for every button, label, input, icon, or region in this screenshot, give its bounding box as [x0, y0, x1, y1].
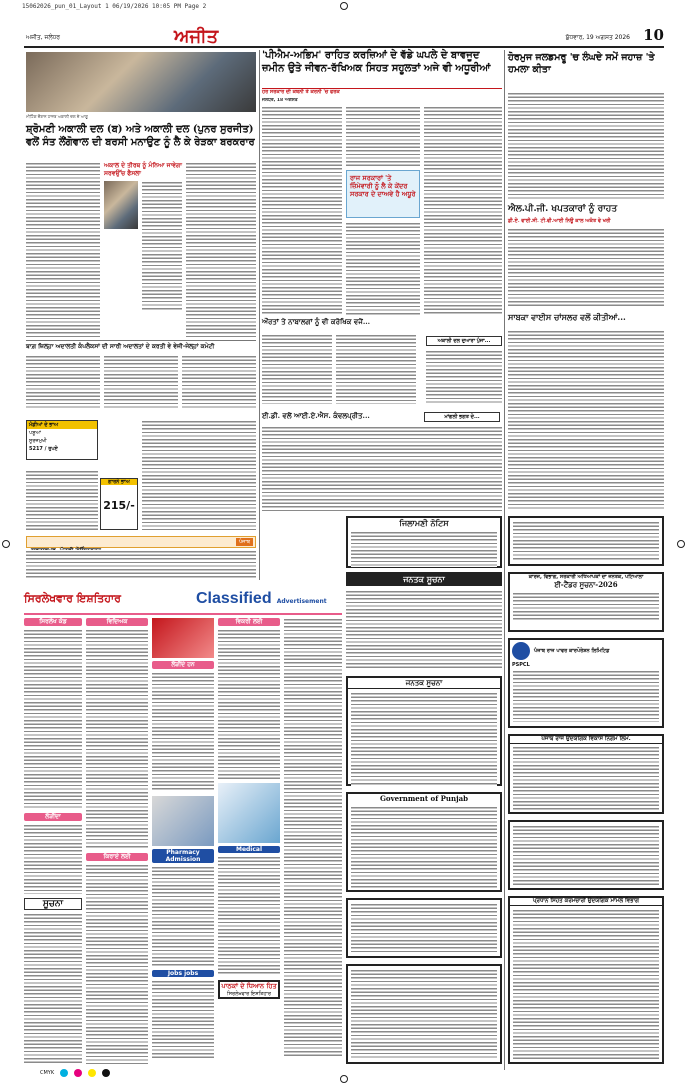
- classified-body: [284, 618, 342, 1058]
- headline-vice-chancellor: ਸਾਬਕਾ ਵਾਈਸ ਚਾਂਸਲਰ ਵਲੋਂ ਕੀਤੀਆਂ...: [508, 312, 626, 322]
- classified-body: [24, 824, 82, 894]
- notice-body: [513, 746, 659, 810]
- magenta-swatch-icon: [74, 1069, 82, 1077]
- color-bar: [40, 1068, 646, 1078]
- pull-quote-box: [346, 170, 420, 218]
- pspcl-logo-text: PSPCL: [512, 662, 530, 668]
- classified-body: [152, 980, 214, 1060]
- classified-category: ਲੋੜੀਂਦਾ: [24, 813, 82, 821]
- portrait-photo: [104, 181, 138, 229]
- yellow-swatch-icon: [88, 1069, 96, 1077]
- story-box-title: ਮਾਂਗਲੀ ਭਗਤ ਦੇ...: [444, 414, 480, 420]
- rate-value: 215/-: [103, 499, 135, 512]
- classified-english-title: Classified: [196, 590, 272, 607]
- inset-title: ਅਕਾਲ ਦੇ ਤੀਰਥ ਨੂੰ ਮੰਨਿਆ ਜਾਵੇਗਾ ਸਰਵਉੱਚ ਫੈਸਲਾ: [104, 162, 182, 177]
- article-body: [346, 222, 420, 316]
- notice-banner: [346, 572, 502, 586]
- article-body: [262, 334, 332, 404]
- classified-category: ਵਿਦਿਅਕ: [86, 618, 148, 626]
- newspaper-logo: ਅਜੀਤ: [174, 26, 219, 47]
- reader-notice-box: [218, 980, 280, 999]
- classified-column: [86, 618, 148, 1064]
- column-rule: [504, 50, 505, 1070]
- gov-notice-title: Government of Punjab: [379, 794, 469, 803]
- classified-body: [218, 629, 280, 779]
- gov-notice-box: [346, 792, 502, 892]
- classified-category: ਵਿਕਰੀ ਲਈ: [218, 618, 280, 626]
- story-box: [426, 336, 502, 346]
- registration-mark-icon: [340, 2, 348, 10]
- notice-body: [513, 592, 659, 622]
- tender-sub: ਈ-ਟੈਂਡਰ ਸੂਚਨਾ-2026: [554, 580, 618, 589]
- reader-notice-title: ਪਾਠਕਾਂ ਦੇ ਧਿਆਨ ਹਿਤ: [221, 982, 277, 990]
- classified-english-header: [196, 588, 342, 612]
- notice-body: [513, 909, 659, 1059]
- article-body: [26, 355, 100, 410]
- registration-mark-icon: [2, 540, 10, 548]
- mandi-sub: ਪਸ਼ੂਆਂ: [29, 430, 42, 436]
- classified-english-sub: Advertisement: [276, 598, 327, 605]
- mandi-label: ਮੰਡੀਆਂ ਦੇ ਭਾਅ: [27, 421, 97, 429]
- headline-akali-dal: ਸ਼੍ਰੋਮਣੀ ਅਕਾਲੀ ਦਲ (ਬ) ਅਤੇ ਅਕਾਲੀ ਦਲ (ਪੁਨਰ ਸੁਰਜੀਤ) ਵਲੋਂ ਸੰਤ ਲੌਂਗੋਵਾਲ ਦੀ ਬਰਸੀ ਮਨਾਉਣ ਨੂੰ ਲੈ ਕੇ ਰੇੜਕਾ ਬਰਕਰਾਰ: [26, 124, 255, 148]
- masthead-left: ਅਜੀਤ, ਜਲੰਧਰ: [26, 34, 61, 41]
- megaphone-icon: [152, 618, 214, 658]
- notice-box: [508, 516, 664, 566]
- region-band: [26, 536, 256, 548]
- classified-column: [218, 618, 280, 1064]
- notice-body: [351, 692, 497, 786]
- article-body: [508, 330, 664, 510]
- article-body: [186, 162, 256, 337]
- news-photo: [26, 52, 256, 112]
- notice-body: [351, 531, 497, 567]
- medical-label: Medical: [218, 846, 280, 853]
- article-body: [508, 92, 664, 200]
- rate-label: ਗਾਰਨੇ ਭਾਅ: [101, 479, 137, 485]
- classified-body: [152, 866, 214, 966]
- region-band-tag: ਪੰਜਾਬ: [236, 538, 253, 546]
- headline-courts: ਬਾਗ਼ ਜ਼ਿਲ੍ਹਾ ਅਦਾਲਤੀ ਕੰਪਲੈਕਸਾਂ ਦੀ ਸਾਰੀ ਅਦਾਲਤਾਂ ਦੇ ਕਰਤੀ ਵੇ ਵੇਜੀ-ਜੇਲ੍ਹਾਂ ਕਮੇਟੀ: [26, 343, 215, 350]
- article-body: [26, 550, 256, 580]
- notice-body: [513, 670, 659, 722]
- article-body: [346, 106, 420, 166]
- notice-box: [346, 516, 502, 568]
- notice-title: ਜਿਲਾਮਣੀ ਨੋਟਿਸ: [399, 518, 449, 528]
- classified-punjabi-header: [24, 592, 194, 610]
- classified-body: [24, 629, 82, 809]
- article-body: [262, 106, 342, 316]
- headline-pm-abhim: 'ਪੀਐਮ-ਅਭਿਮ' ਰਾਹਿਤ ਕਰਜ਼ਿਆਂ ਦੇ ਵੱਡੇ ਘਪਲੇ ਦੇ ਬਾਵਜੂਦ ਜ਼ਮੀਨ ਉਤੇ ਜੀਵਨ-ਰੱਖਿਅਕ ਸਿਹਤ ਸਹੂਲਤਾਂ ਅਜੇ ਵੀ ਅਧੂਰੀਆਂ: [262, 50, 491, 74]
- classified-body: [152, 672, 214, 792]
- notice-box: [346, 676, 502, 786]
- classified-body: [218, 856, 280, 976]
- mandi-item: ਸੂਰਜਮੁਖੀ: [29, 438, 47, 444]
- notice-box: [346, 964, 502, 1064]
- story-box-title: ਅਕਾਲੀ ਦਲ ਦੁਆਰਾ ਪੁੰਜਾ...: [437, 338, 491, 344]
- notice-body: [346, 590, 502, 670]
- classified-column: [152, 618, 214, 1064]
- classified-category: ਕਿਰਾਏ ਲਈ: [86, 853, 148, 861]
- jobs-photo: [152, 796, 214, 846]
- psidc-title: ਪੰਜਾਬ ਰਾਜ ਉਦਯੋਗਿਕ ਵਿਕਾਸ ਨਿਗਮ ਲਿਮ.: [510, 736, 662, 744]
- mandi-price: 5217 / ਰੁਪਏ: [29, 446, 58, 452]
- article-body: [104, 355, 178, 410]
- pharmacy-label: Pharmacy Admission: [152, 849, 214, 863]
- cyan-swatch-icon: [60, 1069, 68, 1077]
- pspcl-title: ਪੰਜਾਬ ਰਾਜ ਪਾਵਰ ਕਾਰਪੋਰੇਸ਼ਨ ਲਿਮਿਟਿਡ: [534, 648, 610, 654]
- classified-category: ਸਿਰਲੇਖ ਕੋਡ: [24, 618, 82, 626]
- article-body: [26, 162, 100, 337]
- headline-women: ਔਰਤਾਂ ਤੇ ਨਾਬਾਲਗਾਂ ਨੂੰ ਵੀ ਕਰੋਖਿਕ ਵਜੋਂ...: [262, 317, 371, 326]
- psidc-box: [508, 734, 664, 814]
- reader-notice-sub: ਸਿਰਲੇਖਵਾਰ ਇਸ਼ਤਿਹਾਰ: [227, 991, 271, 997]
- notice-banner-title: ਜਨਤਕ ਸੂਚਨਾ: [403, 574, 445, 584]
- article-body: [336, 334, 416, 404]
- classified-category: ਲੋੜੀਂਦੇ ਹਨ: [152, 661, 214, 669]
- notice-body: [351, 903, 497, 953]
- divider: [26, 340, 256, 341]
- tender-box: [508, 572, 664, 632]
- classified-punjabi-title: ਸਿਰਲੇਖਵਾਰ ਇਸ਼ਤਿਹਾਰ: [24, 592, 121, 605]
- headline-lpg: ਐਲ.ਪੀ.ਜੀ. ਖਪਤਕਾਰਾਂ ਨੂੰ ਰਾਹਤ: [508, 204, 618, 214]
- article-body: [508, 228, 664, 308]
- inset-body: [142, 181, 182, 311]
- pspcl-box: [508, 638, 664, 728]
- notice-body: [351, 806, 497, 888]
- notice-body: [513, 521, 659, 561]
- headline-hormuz: ਹੋਰਮੁਜ ਜਲਡਮਰੂ 'ਚ ਲੰਘਦੇ ਸਮੇਂ ਜਹਾਜ਼ 'ਤੇ ਹਮਲਾ ਕੀਤਾ: [508, 52, 655, 75]
- classified-column: [24, 618, 82, 1064]
- classified-column: [284, 618, 342, 1064]
- pull-quote: ਰਾਜ ਸਰਕਾਰਾਂ 'ਤੇ ਜ਼ਿੰਮੇਵਾਰੀ ਨੂੰ ਲੈ ਕੇ ਕੇਂਦਰ ਸਰਕਾਰ ਦੇ ਦਾਅਵੇ ਹੈ ਅਧੂਰੇ: [350, 174, 416, 199]
- notice-title: ਪ੍ਰਧਾਨ ਸਿਹਤ ਕਰਮਚਾਰੀ ਉਦਯੋਗਿਕ ਮਾਮਲੇ ਵਿਭਾਗ: [510, 898, 662, 906]
- masthead: [24, 26, 664, 48]
- article-body: [426, 350, 502, 404]
- tender-title: ਕਾਰਜ, ਵਿਭਾਗ, ਸਰਕਾਰੀ ਅਧਿਆਪਕਾਂ ਦਾ ਜਨਤਕ, ਪਟਿਆਲਾ: [528, 574, 644, 580]
- byline: ਜਲੰਧਰ, 18 ਅਗਸਤ: [262, 98, 298, 103]
- notice-body: [513, 825, 659, 885]
- color-bar-code: CMYK: [40, 1070, 55, 1076]
- registration-mark-icon: [677, 540, 685, 548]
- classified-body: [86, 864, 148, 1064]
- article-body: [26, 470, 98, 530]
- notice-box: [508, 896, 664, 1064]
- page-number: 10: [643, 26, 664, 44]
- jobs-label: Jobs jobs: [152, 970, 214, 977]
- article-body: [424, 106, 502, 316]
- classified-notice-title: ਸੂਚਨਾ: [24, 898, 82, 910]
- article-body: [142, 420, 256, 530]
- masthead-date: ਬੁੱਧਵਾਰ, 19 ਅਗਸਤ 2026: [565, 34, 630, 41]
- article-body: [262, 426, 502, 512]
- rate-box: [100, 478, 138, 530]
- classified-body: [86, 629, 148, 849]
- headline-ed: ਈ.ਡੀ. ਵਲੋਂ ਆਈ.ਏ.ਐਸ. ਕੰਵਲਪ੍ਰੀਤ...: [262, 411, 370, 420]
- pspcl-logo-icon: [512, 642, 530, 660]
- medical-photo: [218, 783, 280, 843]
- headline-strap: ਹਰ ਸਰਕਾਰ ਦੀ ਕਥਨੀ ਤੇ ਕਰਨੀ 'ਚ ਫਰਕ: [262, 88, 502, 96]
- classified-rule: [24, 613, 342, 615]
- notice-body: [351, 969, 497, 1059]
- photo-caption: ਮੀਟਿੰਗ ਦੌਰਾਨ ਹਾਜ਼ਰ ਅਕਾਲੀ ਦਲ ਦੇ ਆਗੂ: [26, 114, 88, 119]
- black-swatch-icon: [102, 1069, 110, 1077]
- story-box: [424, 412, 500, 422]
- notice-title: ਜਨਤਕ ਸੂਚਨਾ: [348, 678, 500, 689]
- column-rule: [259, 50, 260, 580]
- notice-box: [346, 898, 502, 958]
- mandi-box: [26, 420, 98, 460]
- notice-box: [508, 820, 664, 890]
- print-slug: 15062026_pun_01_Layout 1 06/19/2026 10:05 PM Page 2: [22, 3, 207, 10]
- inset-box: [104, 162, 182, 337]
- headline-lpg-strap: ਡੀ.ਏ. ਵਾਈ.ਸੀ. ਟੀ.ਵੀ.ਆਈ ਨਿਊ ਕਾਲ ਅਕੱਤ ਵੇ ਖਰੀ: [508, 218, 611, 224]
- classified-body: [24, 913, 82, 1063]
- article-body: [182, 355, 256, 410]
